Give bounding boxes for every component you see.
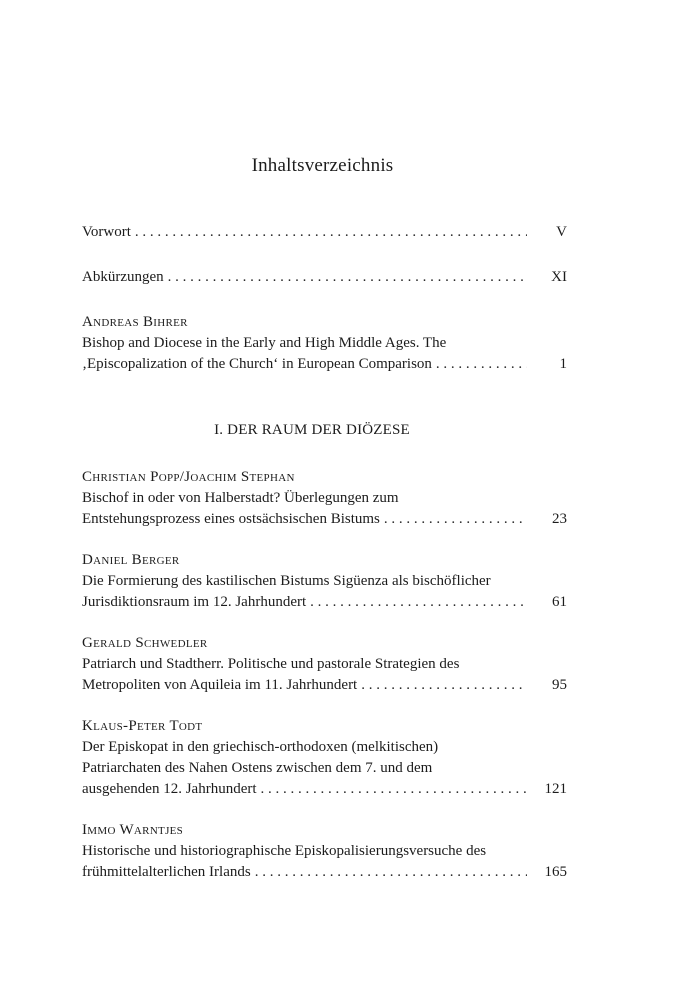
toc-page-number: 1 — [559, 356, 567, 372]
toc-author: Gerald Schwedler — [82, 635, 208, 651]
leader-dots — [384, 509, 527, 530]
toc-title-line: ausgehenden 12. Jahrhundert — [82, 781, 257, 797]
toc-entry-title: Vorwort — [82, 224, 131, 240]
toc-title-line: Der Episkopat in den griechisch-orthodoxen (melkitischen) — [82, 739, 439, 755]
toc-title-line: Bischof in oder von Halberstadt? Überlegungen zum — [82, 490, 399, 506]
toc-page-number: XI — [551, 269, 567, 285]
section-heading: I. DER RAUM DER DIÖZESE — [214, 422, 410, 438]
toc-page-number: 23 — [552, 511, 567, 527]
toc-title-line: Die Formierung des kastilischen Bistums Sigüenza als bischöflicher — [82, 573, 491, 589]
leader-dots — [310, 592, 527, 613]
toc-page-number: 165 — [544, 864, 567, 880]
leader-dots — [361, 675, 527, 696]
toc-page-number: 95 — [552, 677, 567, 693]
toc-entry — [82, 467, 567, 530]
leader-dots — [436, 354, 527, 375]
toc-page-number: V — [556, 224, 567, 240]
toc-author: Daniel Berger — [82, 552, 180, 568]
toc-entry — [82, 633, 567, 696]
toc-title-line: Jurisdiktionsraum im 12. Jahrhundert — [82, 594, 307, 610]
table-of-contents — [82, 222, 567, 883]
leader-dots — [168, 267, 527, 288]
page-title: Inhaltsverzeichnis — [251, 155, 394, 176]
toc-title-line: Historische und historiographische Episkopalisierungsversuche des — [82, 843, 487, 859]
toc-title-line: Metropoliten von Aquileia im 11. Jahrhundert — [82, 677, 358, 693]
leader-dots — [261, 779, 527, 800]
toc-title-line: Bishop and Diocese in the Early and High Middle Ages. The — [82, 335, 447, 351]
toc-entry — [82, 550, 567, 613]
toc-title-line: Patriarch und Stadtherr. Politische und pastorale Strategien des — [82, 656, 460, 672]
toc-title-line: ‚Episcopalization of the Church‘ in European Comparison — [82, 356, 432, 372]
leader-dots — [255, 862, 527, 883]
toc-author: Andreas Bihrer — [82, 314, 188, 330]
toc-title-line: Patriarchaten des Nahen Ostens zwischen dem 7. und dem — [82, 760, 433, 776]
toc-entry — [82, 820, 567, 883]
toc-title-line: frühmittelalterlichen Irlands — [82, 864, 251, 880]
toc-entry-vorwort — [82, 222, 567, 243]
toc-title-line: Entstehungsprozess eines ostsächsischen Bistums — [82, 511, 380, 527]
toc-entry-abkuerzungen — [82, 267, 567, 288]
toc-page-number: 121 — [544, 781, 567, 797]
leader-dots — [135, 222, 527, 243]
toc-entry — [82, 716, 567, 800]
toc-page-number: 61 — [552, 594, 567, 610]
toc-author: Klaus-Peter Todt — [82, 718, 203, 734]
toc-entry-title: Abkürzungen — [82, 269, 164, 285]
toc-author: Christian Popp/Joachim Stephan — [82, 469, 295, 485]
toc-entry-intro — [82, 312, 567, 375]
toc-author: Immo Warntjes — [82, 822, 184, 838]
